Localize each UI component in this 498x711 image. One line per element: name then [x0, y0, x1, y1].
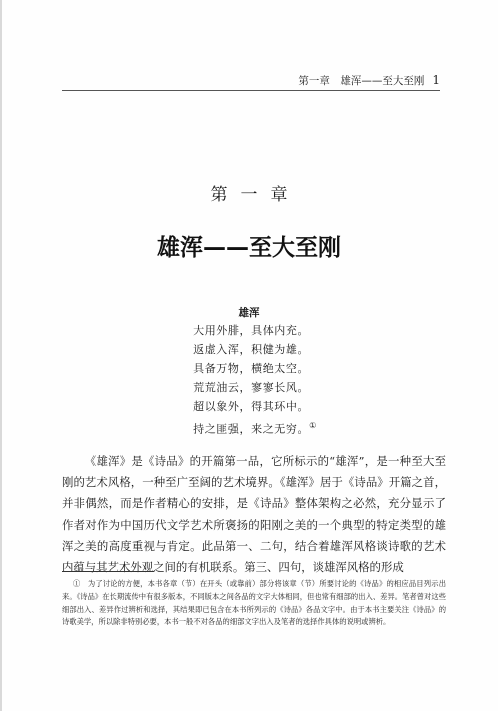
- poem-lines: [193, 321, 317, 435]
- footnote-rule: [62, 571, 154, 572]
- header-rule: [62, 90, 440, 91]
- poem-line: 大用外腓，具体内充。: [193, 324, 310, 337]
- poem-line: [193, 416, 317, 435]
- footnote: ① 为了讨论的方便，本书各章（节）在开头（或靠前）部分将该章（节）所要讨论的《诗品》的相应品目列示出来。《诗品》在长期流传中有很多版本，不同版本之间各品的文字大体相同，但也常有细部的出入、差异。笔者曾对这些细部出入、差异作过辨析和选择，其结果即已包含在本书所列示的《诗品》各品文字中。由于本书主要关注《诗品》的诗歌美学，所以除非特别必要，本书一般不对各品的细部文字出入及笔者的选择作具体的说明或辨析。: [62, 579, 446, 627]
- body-paragraph: 《雄浑》是《诗品》的开篇第一品，它所标示的“雄浑”，是一种至大至刚的艺术风格，一种至广至阔的艺术境界。《雄浑》居于《诗品》开篇之首，并非偶然，而是作者精心的安排，是《诗品》整体架构之必然，充分显示了作者对作为中国历代文学艺术所褒扬的阳刚之美的一个典型的特定类型的雄浑之美的高度重视与肯定。此品第一、二句，结合着雄浑风格谈诗歌的艺术内蕴与其艺术外观之间的有机联系。第三、四句，谈雄浑风格的形成: [62, 454, 446, 575]
- running-header: [298, 73, 440, 88]
- poem-line: 超以象外，得其环中。: [193, 400, 310, 413]
- poem-line: 荒荒油云，寥寥长风。: [193, 381, 310, 394]
- poem-line: 具备万物，横绝太空。: [193, 362, 310, 375]
- poem-line: 返虚入浑，积健为雄。: [193, 343, 310, 356]
- poem-line-text: 持之匪强，来之无穷。: [193, 422, 310, 436]
- chapter-title: 雄浑——至大至刚: [157, 235, 341, 261]
- chapter-label: 第一章: [210, 185, 301, 205]
- poem-title: 雄浑: [238, 307, 260, 319]
- page-number: 1: [432, 73, 440, 87]
- poem-block: [0, 305, 498, 437]
- running-title: 第一章 雄浑——至大至刚: [298, 75, 425, 87]
- footnote-marker[interactable]: ①: [309, 421, 317, 430]
